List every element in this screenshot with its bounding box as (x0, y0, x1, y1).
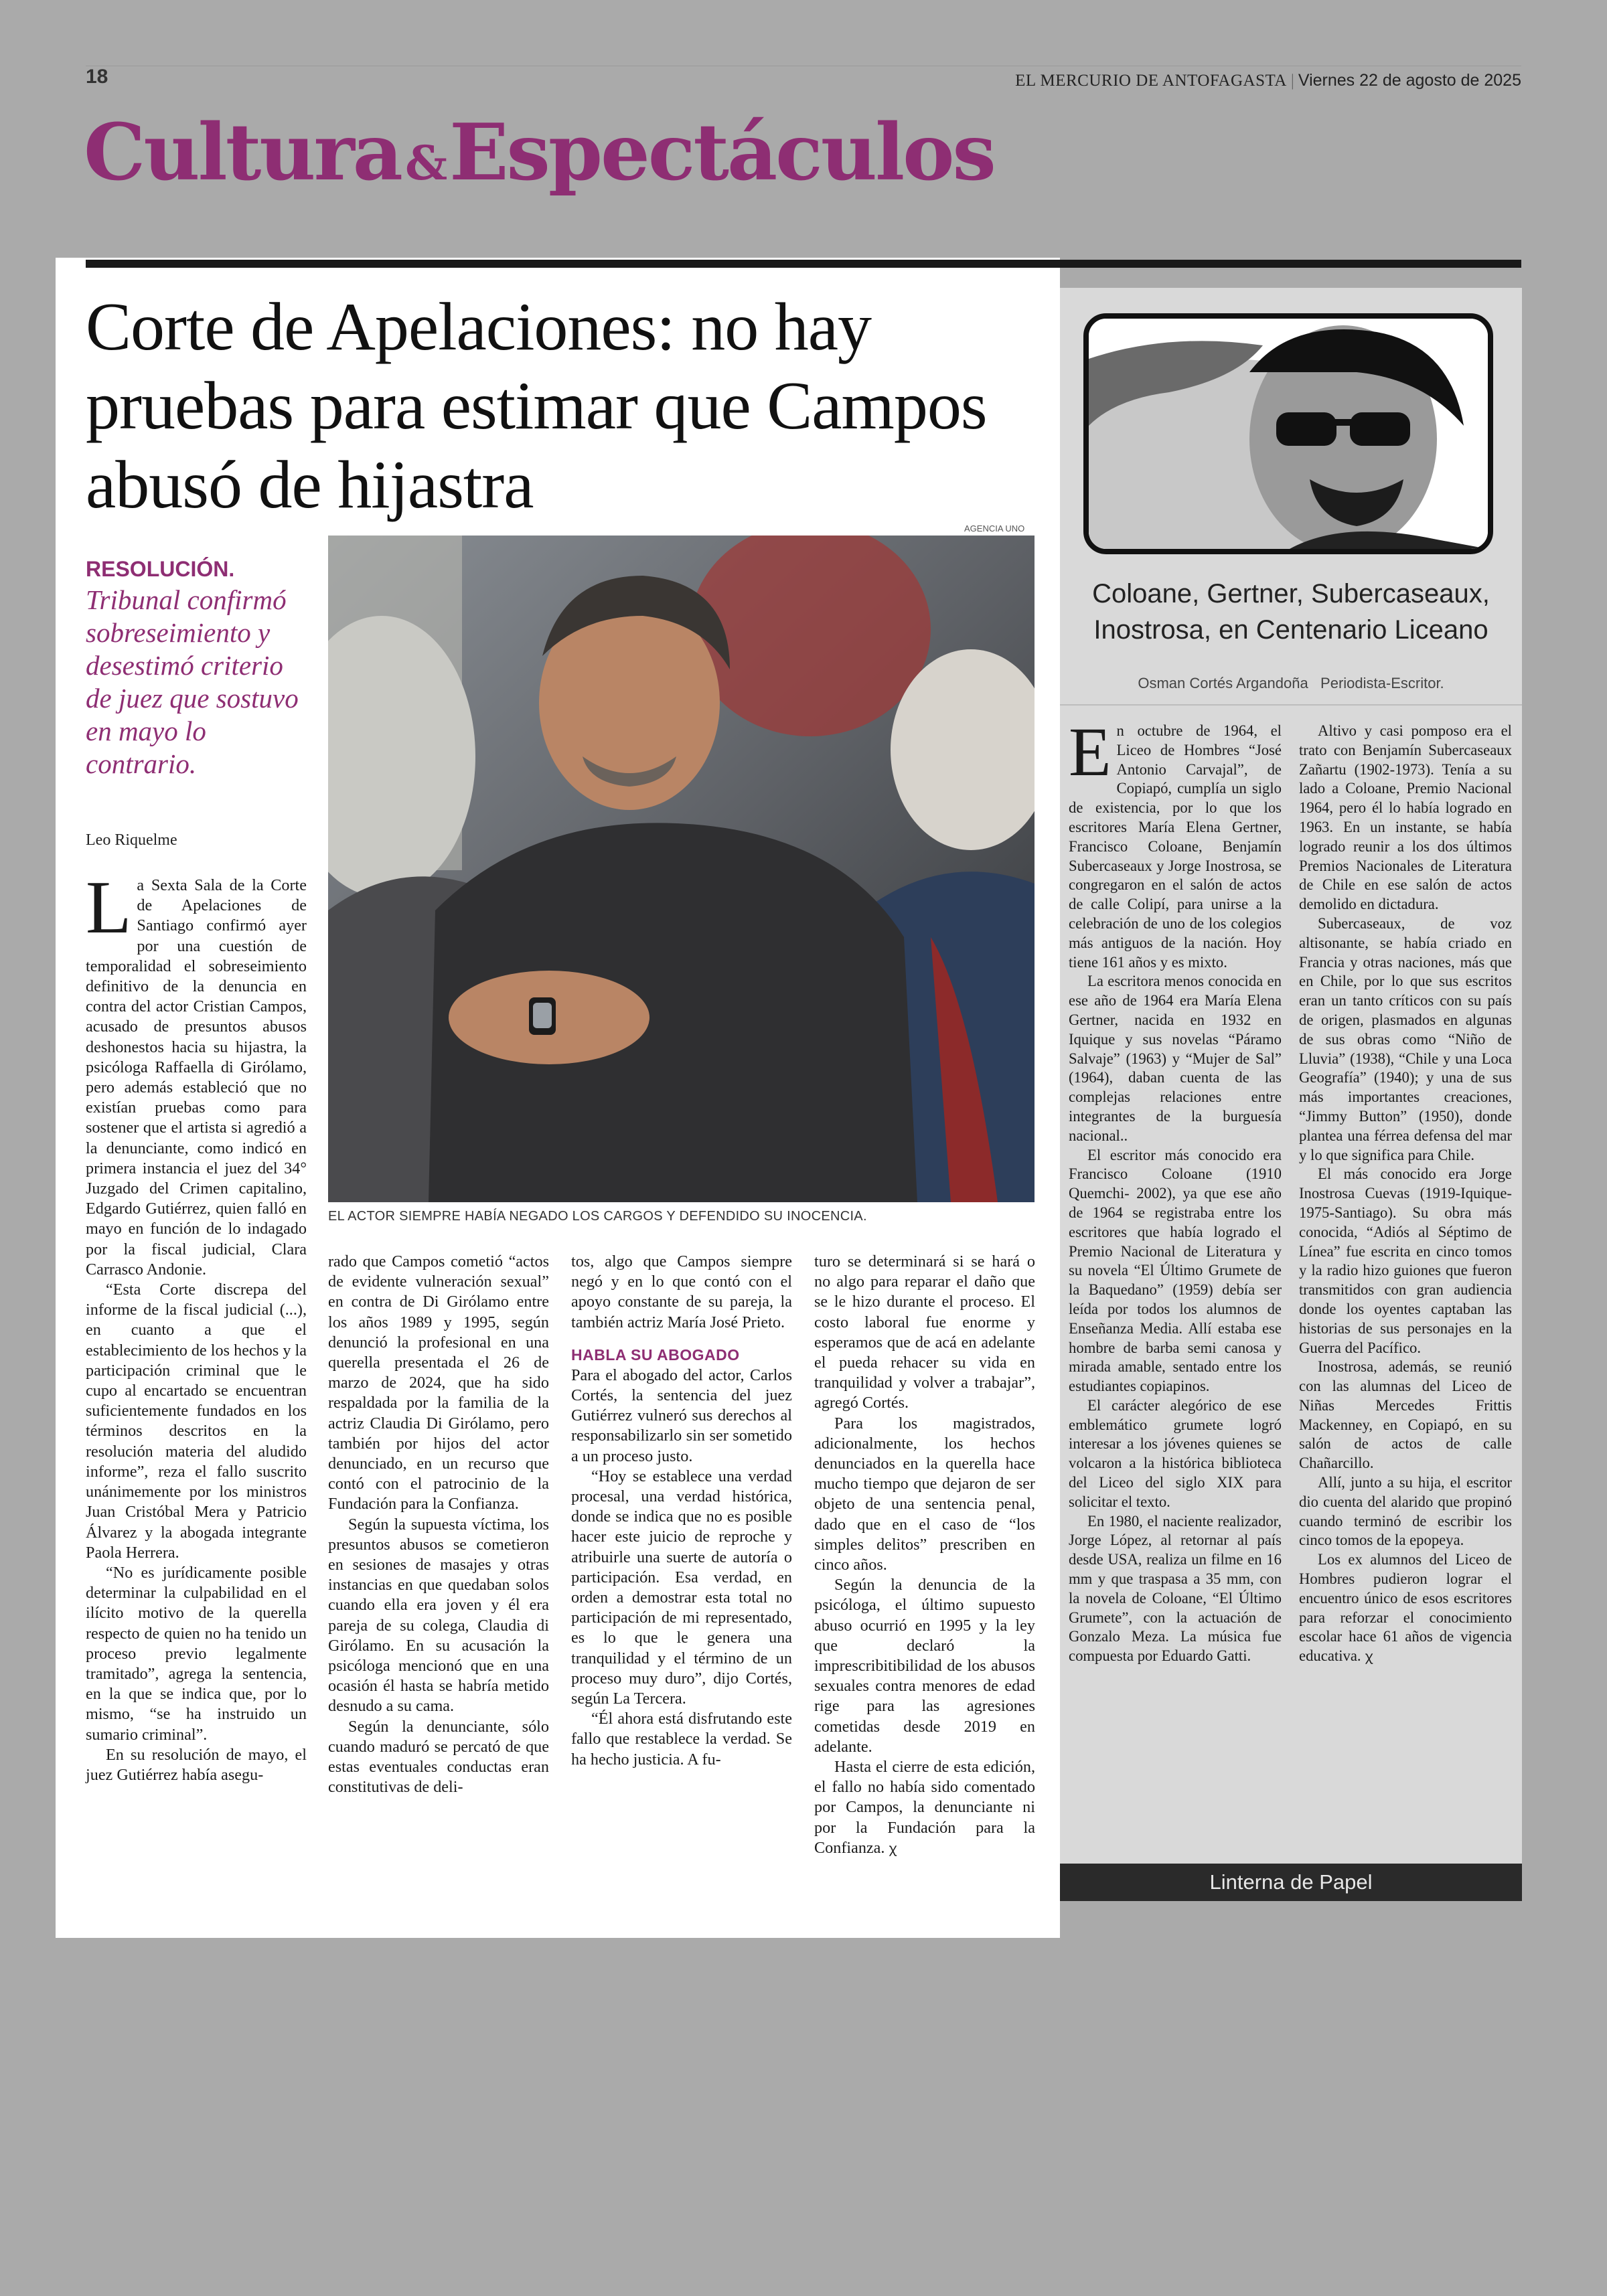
paragraph (1069, 714, 1282, 972)
article-byline: Leo Riquelme (86, 831, 177, 849)
edition-date: Viernes 22 de agosto de 2025 (1298, 71, 1521, 90)
paragraph: La escritora menos conocida en ese año de 1964 era María Elena Gertner, nacida en 1932 en Iquique y sus novelas “Páramo Salvaje” (1963) y “Mujer de Sal” (1964), daban cuenta de las complejas relaciones entre integrantes de la burguesía nacional.. (1069, 973, 1282, 1144)
paragraph: Según la denuncia de la psicóloga, el último supuesto abuso ocurrió en 1995 y la ley que declaró la imprescribitibilidad de los abusos sexuales contra menores de edad rige para las agresiones cometidas desde 2019 en adelante. (814, 1576, 1035, 1756)
section-title (84, 107, 994, 198)
column-author: Osman Cortés Argandoña (1138, 675, 1308, 691)
opinion-column-1 (1069, 714, 1282, 1666)
section-sub: Espectáculos (449, 107, 994, 198)
article-deck: Tribunal confirmó sobreseimiento y desestimó criterio de juez que sostuvo en mayo lo contrario. (86, 584, 299, 779)
paragraph: Inostrosa, además, se reunió con las alumnas del Liceo de Niñas Mercedes Frittis Mackenney, en Copiapó, en su salón de actos de calle Chañarcillo. (1299, 1358, 1512, 1472)
article-column-3 (571, 1252, 792, 1770)
article-photo (328, 536, 1035, 1202)
paragraph (814, 1757, 1035, 1858)
column-rule (1060, 704, 1522, 706)
paragraph: Subercaseaux, de voz altisonante, se había criado en Francia y otras naciones, más que en Chile, por lo que sus escritos eran un tanto críticos con su país de origen, plasmados en algunas de sus obras como “Niño de Lluvia” (1938), “Chile y una Loca Geografía” (1940); y una de sus más importantes creaciones, “Jimmy Button” (1950), donde plantea una férrea defensa del mar y lo que significa para Chile. (1299, 914, 1512, 1163)
paragraph: Para los magistrados, adicionalmente, los hechos denunciados en la querella hace mucho tiempo que dejaron de ser objeto de una sentencia penal, dado que en el caso de “los simples delitos” prescriben en cinco años. (814, 1414, 1035, 1574)
paragraph: Según la supuesta víctima, los presuntos abusos se cometieron en sesiones de masajes y otras instancias en que quedaban solos cuando ella era joven y él era pareja de su colega, Claudia di Girólamo. En su acusación la psicóloga mencionó que en una ocasión él hasta se habría metido desnudo a su cama. (328, 1515, 549, 1716)
photo-credit: AGENCIA UNO (964, 523, 1025, 534)
author-portrait (1083, 313, 1493, 554)
paragraph: El más conocido era Jorge Inostrosa Cuevas (1919-Iquique-1975-Santiago). Su obra más conocida, “Adiós al Séptimo de Línea” fue escrita en cinco tomos y la radio hizo guiones que fueron transmitidos con gran audiencia donde los oyentes captaban las historias de sus personajes en la Guerra del Pacífico. (1299, 1165, 1512, 1356)
article-column-4 (814, 1252, 1035, 1858)
article-column-1 (86, 866, 307, 1785)
paragraph-text: Los ex alumnos del Liceo de Hombres pudieron lograr el encuentro único de esos escritores para reforzar el conocimiento escolar hace 61 años de vigencia educativa. (1299, 1551, 1512, 1665)
paragraph: rado que Campos cometió “actos de evidente vulneración sexual” en contra de Di Girólamo entre los años 1989 y 1995, según denunció la profesional en una querella presentada el 26 de marzo de 2024, que ha sido respaldada por la familia de la actriz Claudia Di Girólamo, pero también por hijos del actor denunciado, en un recurso que contó con el patrocinio de la Fundación para la Confianza. (328, 1252, 549, 1513)
heavy-rule (86, 260, 1521, 268)
end-mark: ꭓ (889, 1839, 897, 1856)
masthead (1015, 71, 1521, 90)
photo-caption: EL ACTOR SIEMPRE HABÍA NEGADO LOS CARGOS Y DEFENDIDO SU INOCENCIA. (328, 1209, 867, 1224)
paragraph: tos, algo que Campos siempre negó y en lo que contó con el apoyo constante de su pareja, la también actriz María José Prieto. (571, 1252, 792, 1331)
photo-illustration (328, 536, 1035, 1202)
opinion-column-2 (1299, 722, 1512, 1666)
article-subhead: HABLA SU ABOGADO (571, 1345, 740, 1364)
drop-cap: E (1069, 714, 1112, 791)
paragraph-text: a Sexta Sala de la Corte de Apelaciones de Santiago confirmó ayer por una cuestión de temporalidad el sobreseimiento definitivo de la denuncia en contra del actor Cristian Campos, acusado de presuntos abusos deshonestos hacia su hijastra, la psicóloga Raffaella di Girólamo, pero además estableció que no existían pruebas como para sostener que el artista si agredió a la denunciante, como indicó en primera instancia el juez del 34° Juzgado del Crimen capitalino, Edgardo Gutiérrez, quien falló en mayo en función de lo indagado por la fiscal judicial, Clara Carrasco Andonie. (86, 876, 307, 1279)
column-author-line (1060, 675, 1522, 692)
paragraph-text: Hasta el cierre de esta edición, el fallo no había sido comentado por Campos, la denunciante ni por la Fundación para la Confianza. (814, 1758, 1035, 1857)
masthead-separator: | (1290, 72, 1294, 90)
article-kicker: RESOLUCIÓN. (86, 557, 235, 581)
drop-cap: L (86, 866, 132, 949)
section-ampersand: & (404, 135, 446, 191)
page-number: 18 (86, 66, 108, 88)
paragraph: “Esta Corte discrepa del informe de la fiscal judicial (...), en cuanto a que el establecimiento de los hechos y la participación criminal que le cupo al encartado se encuentran suficientemente fundados en los términos descritos en la resolución materia del aludido informe”, reza el fallo suscrito unánimemente por los ministros Juan Cristóbal Mera y Patricio Álvarez y la abogada integrante Paola Herrera. (86, 1281, 307, 1562)
column-footer: Linterna de Papel (1060, 1864, 1522, 1901)
paragraph: En 1980, el naciente realizador, Jorge López, al retornar al país desde USA, realiza un filme en 16 mm y que traspasa a 35 mm, con la novela de Coloane, “El Último Grumete”, con la actuación de Gonzalo Meza. La música fue compuesta por Eduardo Gatti. (1069, 1512, 1282, 1665)
paragraph-text: n octubre de 1964, el Liceo de Hombres “José Antonio Carvajal”, de Copiapó, cumplía un siglo de existencia, por lo que los escritores María Elena Gertner, Francisco Coloane, Benjamín Subercaseaux y Jorge Inostrosa, se congregaron en el salón de actos de calle Colipí, para unirse a la celebración de uno de los colegios más antiguos de la nación. Hoy tiene 161 años y es mixto. (1069, 722, 1282, 971)
paragraph: turo se determinará si se hará o no algo para reparar el daño que se le hizo durante el proceso. El costo laboral fue enorme y esperamos que de acá en adelante el pueda rehacer su vida en tranquilidad y volver a trabajar”, agregó Cortés. (814, 1252, 1035, 1412)
portrait-illustration (1089, 319, 1488, 549)
column-author-role: Periodista-Escritor. (1320, 675, 1444, 691)
paragraph (86, 866, 307, 1280)
paragraph: “Él ahora está disfrutando este fallo que restablece la verdad. Se ha hecho justicia. A fu- (571, 1710, 792, 1769)
paragraph: Según la denunciante, sólo cuando maduró se percató de que estas eventuales conductas eran constitutivas de deli- (328, 1717, 549, 1797)
end-mark: ꭓ (1365, 1648, 1373, 1665)
paragraph: Allí, junto a su hija, el escritor dio cuenta del alarido que propinó cuando terminó de escribir los cinco tomos de la epopeya. (1299, 1474, 1512, 1549)
publication-name: EL MERCURIO DE ANTOFAGASTA (1015, 72, 1287, 90)
paragraph: El carácter alegórico de ese emblemático grumete logró interesar a los jóvenes quienes se volcaron a la histórica biblioteca del Liceo del siglo XIX para solicitar el texto. (1069, 1396, 1282, 1510)
paragraph: El escritor más conocido era Francisco Coloane (1910 Quemchi- 2002), ya que ese año de 1964 se registraba entre los escritores que había logrado el Premio Nacional de Literatura y su novela “El Último Grumete de la Baquedano” (1959) debía ser leída por todos los alumnos de Enseñanza Media. Allí estaba ese hombre de barba semi canosa y mirada amable, sentado entre los estudiantes copiapinos. (1069, 1146, 1282, 1395)
article-column-2 (328, 1252, 549, 1797)
paragraph: Altivo y casi pomposo era el trato con Benjamín Subercaseaux Zañartu (1902-1973). Tenía a su lado a Coloane, Premio Nacional 1964, pero él lo había logrado en 1963. En un instante, se había logrado reunir a los dos últimos Premios Nacionales de Literatura de Chile en ese salón de actos demolido en dictadura. (1299, 722, 1512, 913)
column-title: Coloane, Gertner, Subercaseaux, Inostrosa, en Centenario Liceano (1092, 579, 1490, 645)
paragraph: En su resolución de mayo, el juez Gutiérrez había asegu- (86, 1745, 307, 1784)
paragraph (1299, 1550, 1512, 1666)
paragraph: “No es jurídicamente posible determinar la culpabilidad en el ilícito motivo de la querella respecto de quien no ha tenido un proceso previo legalmente tramitado”, agrega la sentencia, en la que se indica que, por lo mismo, “se ha instruido un sumario criminal”. (86, 1563, 307, 1744)
paragraph: “Hoy se establece una verdad procesal, una verdad histórica, donde se indica que no es posible hacer este juicio de reproche y atribuirle una suerte de autoría o participación. Esa verdad, en orden a demostrar esta total no participación de mi representado, es lo que le genera una tranquilidad y el término de un proceso muy duro”, dijo Cortés, según La Tercera. (571, 1467, 792, 1708)
paragraph: Para el abogado del actor, Carlos Cortés, la sentencia del juez Gutiérrez vulneró sus derechos al responsabilizarlo sin ser sometido a un proceso justo. (571, 1366, 792, 1465)
article-headline: Corte de Apelaciones: no hay pruebas para estimar que Campos abusó de hijastra (86, 289, 987, 523)
section-main: Cultura (84, 107, 401, 198)
